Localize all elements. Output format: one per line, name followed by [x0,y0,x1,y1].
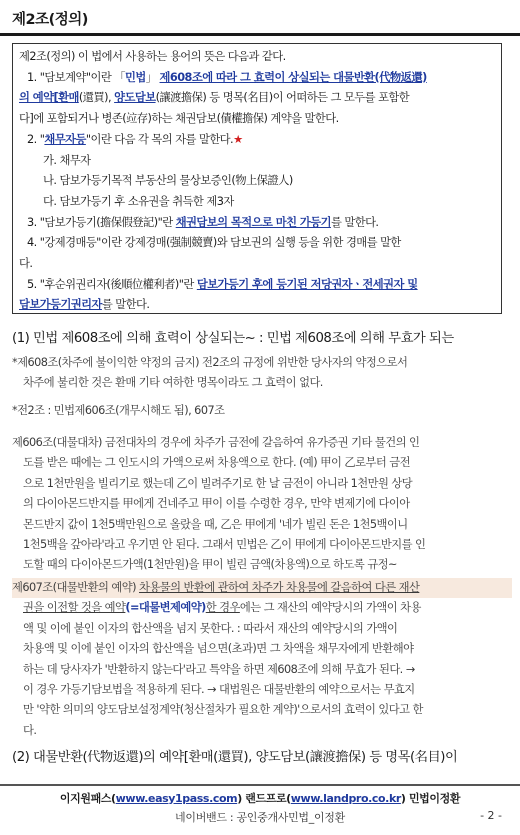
article-607-line-7: 만 '약한 의미의 양도담보설정계약(청산절차가 필요한 계약)'으로서의 효력이 있다고 한 [23,703,423,717]
article-608-line-1: *제608조(차주에 불이익한 약정의 금지) 전2조의 규정에 위반한 당사자의 약정으로서 [12,356,408,369]
definition-box [12,43,502,314]
star-icon: ★ [233,132,243,146]
definition-item-2-a: 가. 채무자 [43,153,91,167]
definition-item-1-line-1: 1. "담보계약"이란 「민법」 제608조에 따라 그 효력이 상실되는 대물반환(代物返還) [27,70,427,84]
article-607-line-8: 다. [23,723,37,737]
article-606-line: 몬드반지 값이 1천5백만원으로 올랐을 때, 乙은 甲에게 '네가 빌린 돈은 1천5백이니 [23,517,408,531]
article-606-line: 도할 때의 다이아몬드가액(1천만원)을 甲이 빌린 금액(차용액)으로 하도록 규정~ [23,558,397,572]
article-606-paragraph [12,433,512,576]
article-608-note [12,353,512,394]
section-1-heading: (1) 민법 제608조에 의해 효력이 상실되는~ : 민법 제608조에 의해 무효가 되는 [12,331,454,346]
definition-item-5-line-1: 5. "후순위권리자(後順位權利者)"란 담보가등기 후에 등기된 저당권자ㆍ전세권자 및 [27,277,418,291]
definition-item-3: 3. "담보가등기(擔保假登記)"란 채권담보의 목적으로 마친 가등기를 말한다. [27,215,379,229]
article-606-line: 제606조(대물대차) 금전대차의 경우에 차주가 금전에 갈음하여 유가증권 기타 물건의 인 [12,436,420,449]
easy1pass-link[interactable]: www.easy1pass.com [115,792,238,805]
article-607-line-4: 차용액 및 이에 붙인 이자의 합산액을 넘으면(초과)면 그 차액을 채무자에게 반환해야 [23,642,414,656]
footer-divider [0,784,520,786]
definition-intro: 제2조(정의) 이 법에서 사용하는 용어의 뜻은 다음과 같다. [19,50,286,63]
definition-item-2-b: 나. 담보가등기목적 부동산의 물상보증인(物上保證人) [43,174,293,188]
title-divider [0,33,520,36]
footer-band: 네이버밴드 : 공인중개사민법_이정환 [175,811,345,824]
article-606-line: 도를 받은 때에는 그 인도시의 가액으로써 차용액으로 한다. (예) 甲이 乙로부터 금전 [23,456,410,470]
footer-credits: 이지원패스(www.easy1pass.com) 랜드프로(www.landpro.co.kr) 민법이정환 [59,792,461,805]
page-number: - 2 - [480,809,502,822]
definition-item-4-line-1: 4. "강제경매등"이란 강제경매(强制競賣)와 담보권의 실행 등을 위한 경매를 말한 [27,236,401,250]
previous-articles-note [12,401,512,421]
article-607-line-2: 권을 이전할 것을 예약(=대물변제예약)한 경우에는 그 재산의 예약당시의 가액이 차용 [23,601,421,615]
definition-item-2: 2. "채무자등"이란 다음 각 목의 자를 말한다.★ [27,132,243,146]
article-608-line-2: 차주에 불리한 것은 환매 기타 여하한 명목이라도 그 효력이 없다. [23,376,323,390]
article-607-line-3: 액 및 이에 붙인 이자의 합산액을 넘지 못한다. : 따라서 재산의 예약당시의 가액이 [23,621,398,635]
article-607-line-1: 제607조(대물반환의 예약) 차용물의 반환에 관하여 차주가 차용물에 갈음하여 다른 재산 [12,578,512,598]
article-607-paragraph [12,578,512,741]
article-606-line: 1천5백을 갚아라'라고 우기면 안 된다. 그래서 민법은 乙이 甲에게 다이아몬드반지를 인 [23,538,426,552]
definition-item-1-line-3: 다]에 포함되거나 병존(竝存)하는 채권담보(債權擔保) 계약을 말한다. [19,112,339,126]
article-607-line-5: 하는 데 당사자가 '반환하지 않는다'라고 특약을 하면 제608조에 의해 무효가 된다. → [23,662,415,676]
definition-item-1-line-2: 의 예약[환매(還買), 양도담보(讓渡擔保) 등 명목(名目)이 어떠하든 그 모두를 포함한 [19,91,410,105]
definition-item-5-line-2: 담보가등기권리자를 말한다. [19,298,150,312]
definition-item-4-line-2: 다. [19,257,33,271]
page-title: 제2조(정의) [12,12,88,28]
article-607-line-6: 이 경우 가등기담보법을 적용하게 된다. → 대법원은 대물반환의 예약으로서는 무효지 [23,683,415,697]
landpro-link[interactable]: www.landpro.co.kr [290,792,401,805]
article-606-line: 으로 1천만원을 빌리기로 했는데 乙이 빌려주기로 한 날 금전이 아니라 1천만원 상당 [23,476,413,490]
section-2-heading: (2) 대물반환(代物返還)의 예약[환매(還買), 양도담보(讓渡擔保) 등 명목(名目)이 [12,750,458,765]
definition-item-2-c: 다. 담보가등기 후 소유권을 취득한 제3자 [43,194,234,208]
previous-articles-line: *전2조 : 민법제606조(개무시해도 됨), 607조 [12,404,225,417]
article-606-line: 의 다이아몬드반지를 甲에게 건네주고 甲이 이를 수령한 경우, 만약 변제기에 다이아 [23,497,410,511]
